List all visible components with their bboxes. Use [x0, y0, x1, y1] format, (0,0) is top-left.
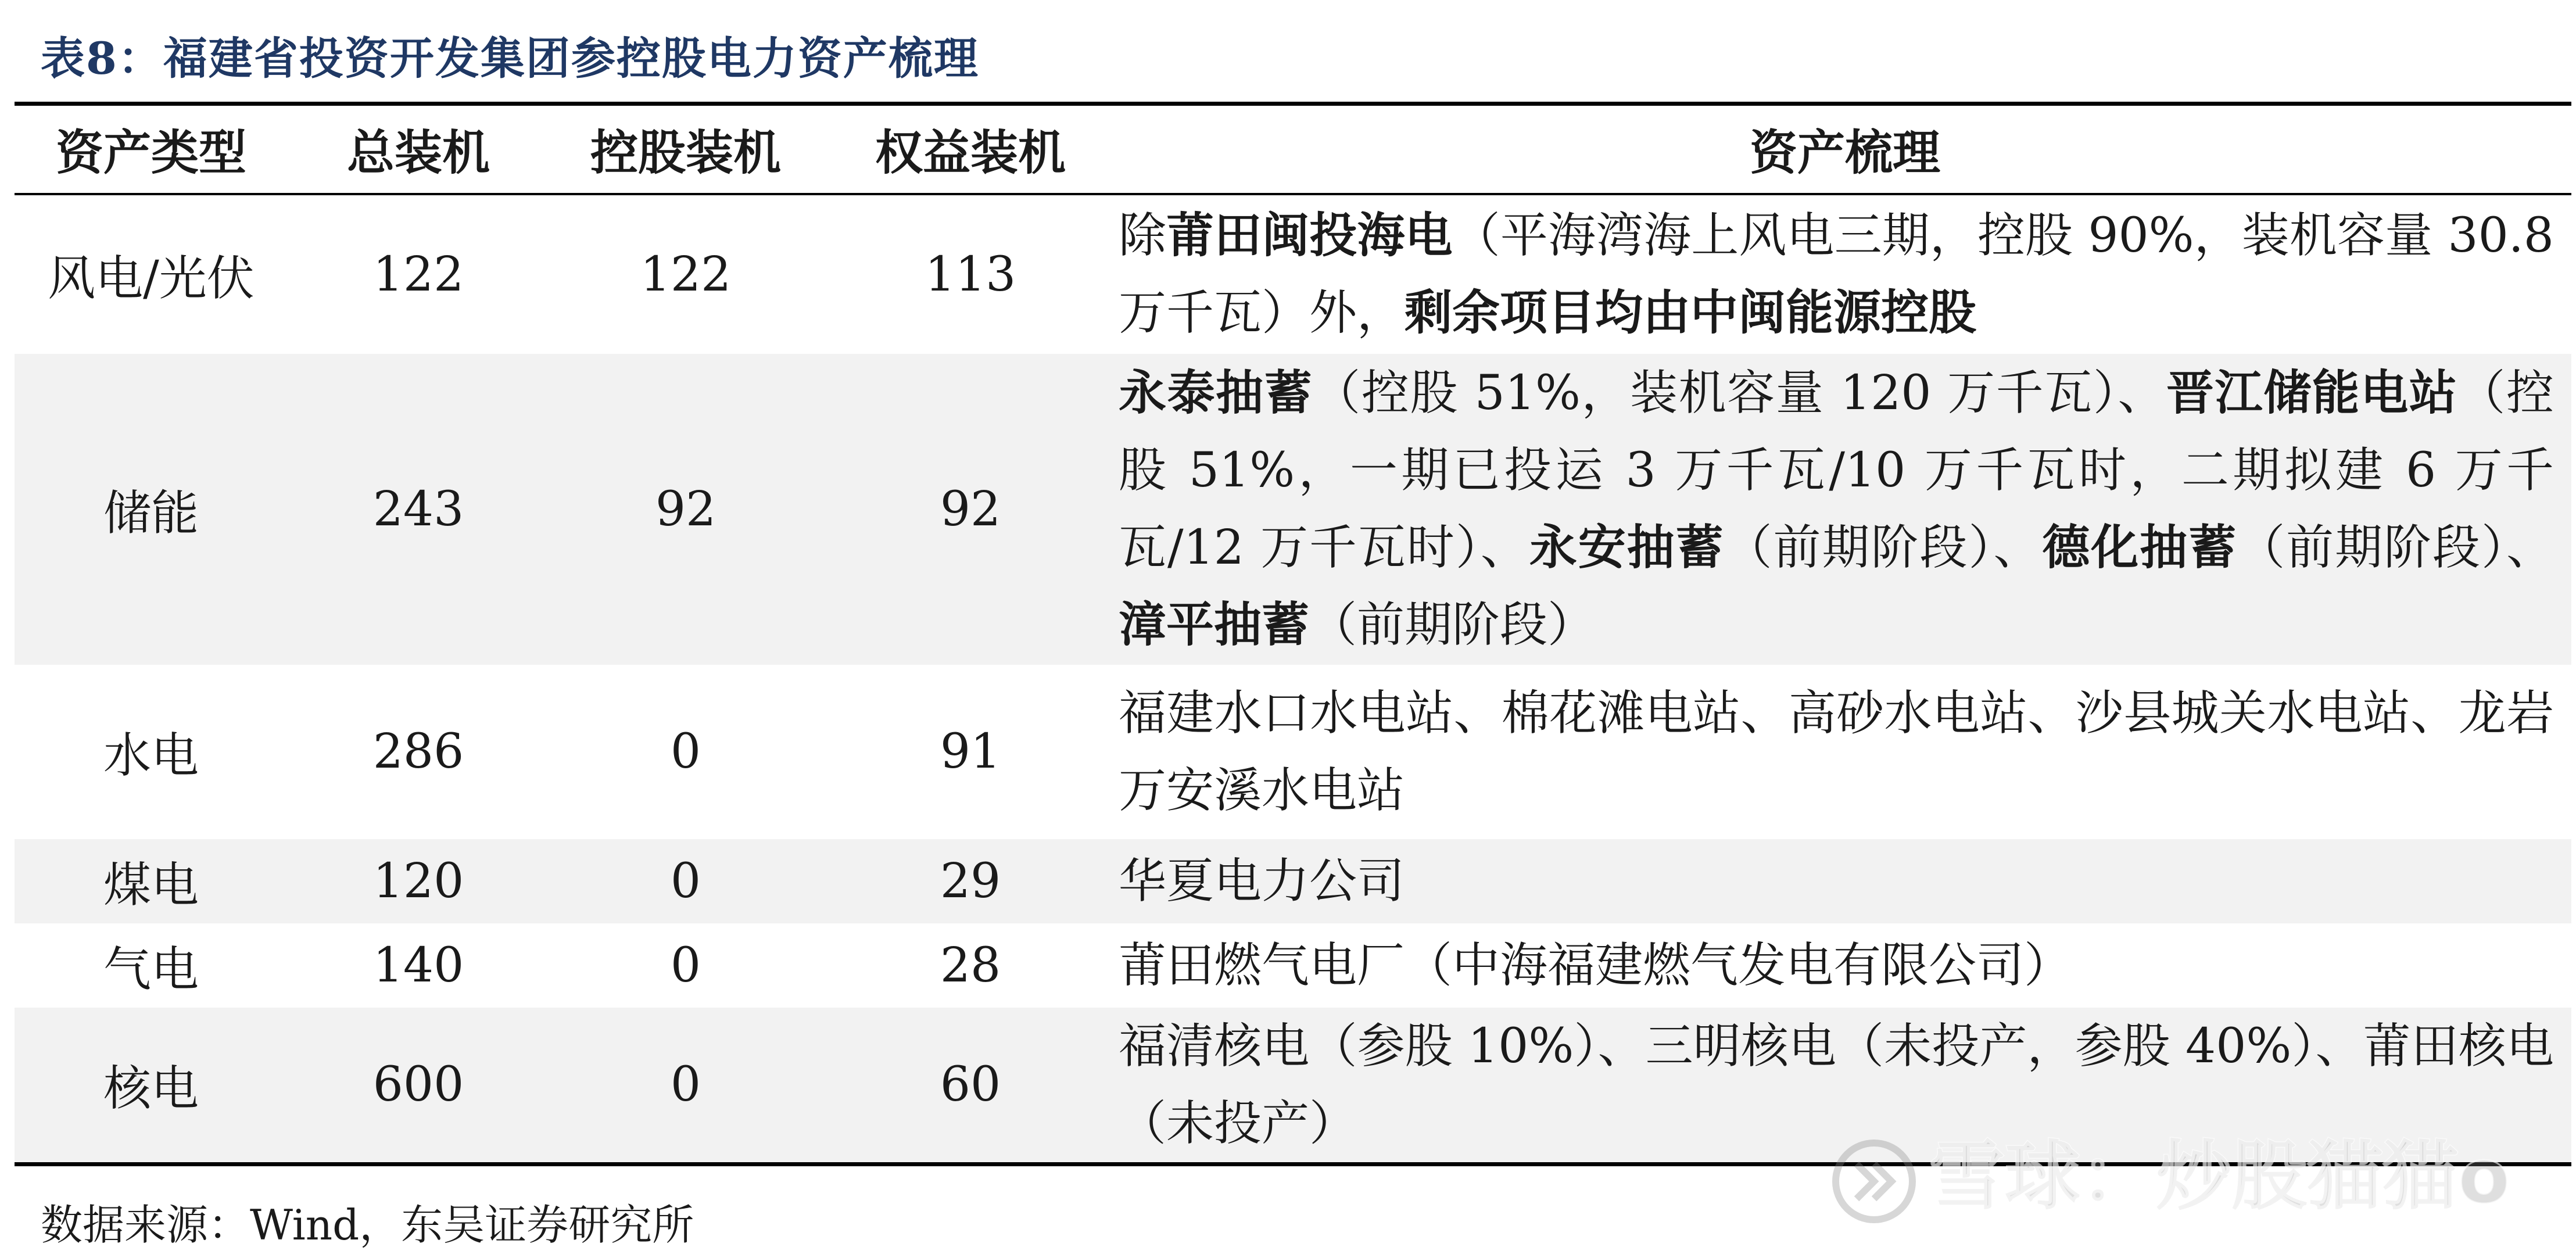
- cell-total: 243: [372, 481, 464, 537]
- cell-summary: [1119, 839, 2571, 923]
- summary-bold-segment: 德化抽蓄: [2042, 519, 2238, 575]
- table-row: [15, 194, 2571, 354]
- cell-equity: 91: [940, 724, 1001, 779]
- summary-bold-segment: 剩余项目均由中闽能源控股: [1405, 285, 1977, 341]
- power-assets-table: [15, 102, 2571, 1166]
- summary-segment: （前期阶段）、: [1724, 520, 2043, 575]
- summary-bold-segment: 漳平抽蓄: [1119, 597, 1310, 653]
- cell-controlled: 0: [549, 1008, 822, 1165]
- table-row: [15, 354, 2571, 665]
- cell-asset-type: 气电: [103, 941, 199, 997]
- summary-bold-segment: 永泰抽蓄: [1119, 365, 1313, 421]
- summary-bold-segment: 永安抽蓄: [1529, 519, 1725, 575]
- summary-segment: （控股 51%，装机容量 120 万千瓦）、: [1313, 366, 2166, 421]
- watermark: [1830, 1116, 2510, 1225]
- summary-segment: 除: [1119, 208, 1167, 263]
- cell-summary: [1119, 354, 2571, 665]
- cell-controlled: 122: [640, 246, 732, 302]
- cell-controlled: 0: [670, 853, 701, 909]
- summary-segment: （前期阶段）、: [2237, 520, 2554, 575]
- header-equity-capacity: 权益装机: [822, 104, 1119, 194]
- cell-controlled: 92: [655, 481, 716, 537]
- cell-equity: 113: [925, 246, 1016, 302]
- summary-segment: 华夏电力公司: [1119, 853, 1405, 909]
- cell-controlled: 0: [670, 937, 701, 993]
- cell-summary: [1119, 194, 2571, 354]
- cell-total: 286: [372, 724, 464, 779]
- cell-total: 120: [372, 853, 464, 909]
- summary-segment: 福清核电（参股 10%）、三明核电（未投产，参股 40%）、莆田核电（未投产）: [1119, 1018, 2554, 1151]
- table-row: [15, 923, 2571, 1008]
- cell-asset-type: 煤电: [103, 857, 199, 913]
- snowball-logo-icon: [1830, 1138, 1918, 1225]
- cell-total: 122: [372, 246, 464, 302]
- data-source-note: 数据来源：Wind，东吴证券研究所: [41, 1201, 694, 1249]
- cell-equity: 60: [822, 1008, 1119, 1165]
- cell-total: 600: [288, 1008, 549, 1165]
- summary-segment: （前期阶段）: [1309, 597, 1596, 653]
- cell-equity: 29: [940, 853, 1001, 909]
- cell-asset-type: 核电: [15, 1008, 288, 1165]
- cell-equity: 92: [940, 481, 1001, 537]
- summary-segment: 莆田燃气电厂（中海福建燃气发电有限公司）: [1119, 937, 2072, 993]
- header-controlled-capacity: 控股装机: [549, 104, 822, 194]
- watermark-text: 雪球：炒股猫猫o: [1929, 1132, 2510, 1220]
- cell-equity: 28: [940, 937, 1001, 993]
- cell-summary: [1119, 923, 2571, 1008]
- cell-asset-type: 水电: [103, 728, 199, 783]
- header-asset-summary: 资产梳理: [1119, 104, 2571, 194]
- table-caption: 表8：福建省投资开发集团参控股电力资产梳理: [41, 33, 979, 84]
- summary-segment: （控股 51%，一期已投运 3 万千瓦/10 万千瓦时，二期拟建 6 万千瓦/12 万千瓦时）、: [1119, 366, 2554, 575]
- cell-summary: [1119, 665, 2571, 839]
- table-row: [15, 665, 2571, 839]
- cell-total: 140: [372, 937, 464, 993]
- header-total-capacity: 总装机: [288, 104, 549, 194]
- table-row: [15, 839, 2571, 923]
- cell-asset-type: 风电/光伏: [48, 250, 255, 306]
- summary-bold-segment: 晋江储能电站: [2166, 365, 2458, 421]
- cell-controlled: 0: [670, 724, 701, 779]
- header-asset-type: 资产类型: [15, 104, 288, 194]
- summary-bold-segment: 莆田闽投海电: [1166, 207, 1453, 263]
- summary-segment: 福建水口水电站、棉花滩电站、高砂水电站、沙县城关水电站、龙岩万安溪水电站: [1119, 685, 2554, 818]
- summary-segment: （平海湾海上风电三期，控股 90%，装机容量 30.8 万千瓦）外，: [1119, 208, 2554, 341]
- cell-asset-type: 储能: [103, 485, 199, 541]
- table-header-row: [15, 104, 2571, 194]
